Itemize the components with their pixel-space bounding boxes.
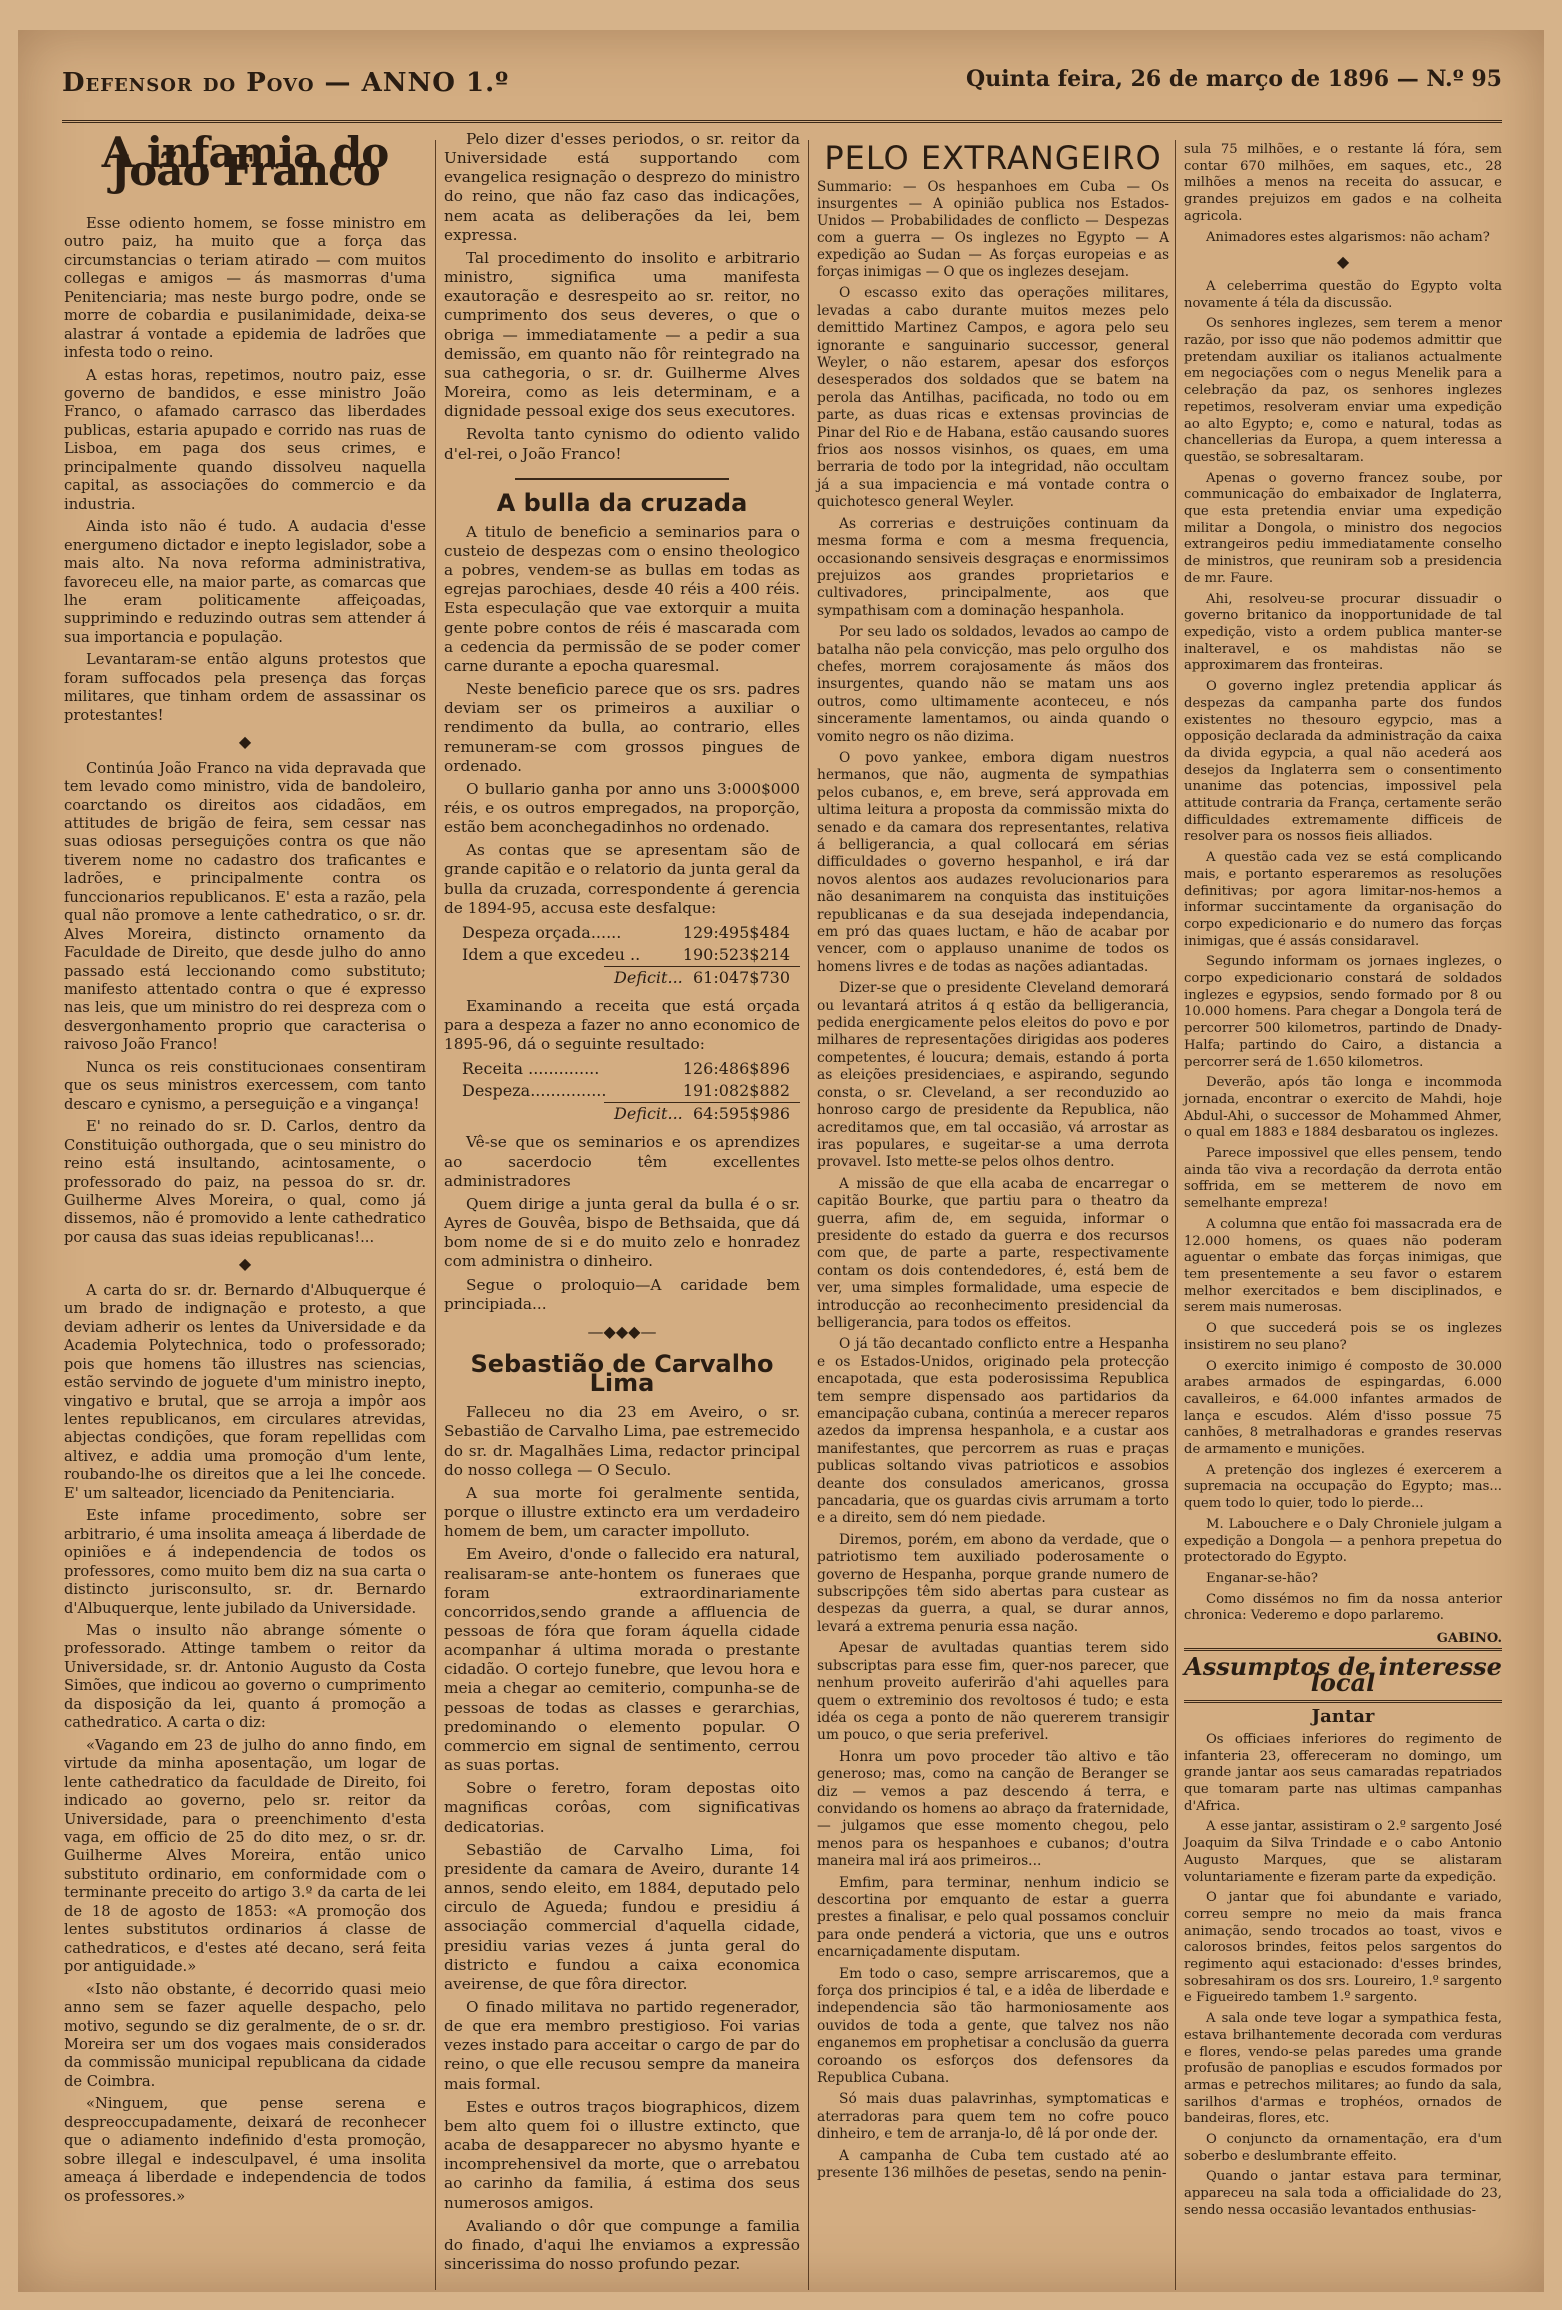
paragraph: Vê-se que os seminarios e os aprendizes ao sacerdocio têm excellentes administradores — [444, 1133, 800, 1190]
paragraph: Os senhores inglezes, sem terem a menor razão, por isso que não podemos admittir que pretendam auxiliar os italianos actualmente em negociações com o negus Menelik para a celebração da paz, os senhores inglezes repetimos, resolveram enviar uma expedição ao alto Egypto; e, como e natural, todas as chancellerias da Europa, a quem interessa a questão, se sobresaltaram. — [1184, 316, 1502, 465]
article-title: Jantar — [1311, 1706, 1375, 1728]
paragraph: Como dissémos no fim da nossa anterior chronica: Vederemo e dopo parlaremo. — [1184, 1591, 1502, 1624]
paragraph: A sala onde teve logar a sympathica festa, estava brilhantemente decorada com verduras e flores, vendo-se pelas paredes uma grande profusão de panoplias e escudos formados por armas e petrechos militares; ao fundo da sala, sarilhos d'armas e trophéos, ornados de bandeiras, flores, etc. — [1184, 2011, 1502, 2127]
paragraph: A missão de que ella acaba de encarregar o capitão Bourke, que partiu para o theatro da guerra, afim de, em seguida, informar o presidente do estado da guerra e dos recursos com que, de parte a parte, respectivamente contam os dois contendedores, é, está bem de ver, uma simples formalidade, uma especie de introducção ao reconhecimento presidencial da belligerancia, para todos os effeitos. — [817, 1175, 1169, 1331]
table-label: Receita .............. — [462, 1059, 600, 1079]
table-label: Idem a que excedeu .. — [462, 944, 641, 964]
paragraph: A estas horas, repetimos, noutro paiz, esse governo de bandidos, e esse ministro João Franco, o afamado carrasco das liberdades publicas, estaria apupado e corrido nas ruas de Lisboa, em paga dos seus crimes, e principalmente quando dissolveu naquella capital, as associações do commercio e da industria. — [64, 366, 426, 513]
table-value: 64:595$986 — [692, 1104, 790, 1124]
column-1 — [64, 130, 426, 2210]
paragraph: Emfim, para terminar, nenhum indicio se descortina por emquanto de estar a guerra prestes a finalisar, e pelo qual possamos concluir para onde penderá a victoria, que uns e outros encarniçadamente disputam. — [817, 1874, 1169, 1961]
table-value: 61:047$730 — [692, 967, 790, 987]
diamond-ornament-icon: ◆ — [238, 1254, 252, 1274]
paragraph: O finado militava no partido regenerador, de que era membro prestigioso. Foi varias vezes instado para acceitar o cargo de par do reino, o que elle recusou sempre da maneira mais formal. — [444, 1997, 800, 2093]
paragraph: O bullario ganha por anno uns 3:000$000 réis, e os outros empregados, na proporção, estão bem aconchegadinhos no ordenado. — [444, 779, 800, 837]
paragraph: A esse jantar, assistiram o 2.º sargento José Joaquim da Silva Trindade e o cabo Antonio Augusto Marques, que se alistaram voluntariamente e fizeram parte da expedição. — [1184, 1819, 1502, 1885]
table-label: Deficit... — [614, 967, 683, 987]
paragraph: Estes e outros traços biographicos, dizem bem alto quem foi o illustre extincto, que acaba de desapparecer no abysmo hyante e incomprehensivel da morte, que o arrebatou ao carinho da familia, á estima dos seus numerosos amigos. — [444, 2097, 800, 2212]
paragraph: O jantar que foi abundante e variado, correu sempre no meio da mais franca animação, sendo trocados ao toast, vivos e calorosos brindes, feitos pelos sargentos do regimento aqui estacionado: d'esses brindes, sobresahiram os dos srs. Loureiro, 1.º sargento e Figueiredo tambem 1.º sargento. — [1184, 1890, 1502, 2006]
paragraph: Sobre o feretro, foram depostas oito magnificas corôas, com significativas dedicatorias. — [444, 1779, 800, 1836]
paragraph: A questão cada vez se está complicando mais, e portanto esperaremos as resoluções definitivas; por agora limitar-nos-hemos a informar succintamente da organisação do corpo expedicionario e do numero das forças inimigas, que é assás considaravel. — [1184, 850, 1502, 949]
quote-paragraph: «Ninguem, que pense serena e despreoccupadamente, deixará de reconhecer que o adiamento indefinido d'esta promoção, sobre illegal e indesculpavel, é uma insolita ameaça á liberdade e independencia de todos os professores.» — [64, 2095, 426, 2205]
paragraph: As contas que se apresentam são de grande capitão e o relatorio da junta geral da bulla da cruzada, correspondente á gerencia de 1894-95, accusa este desfalque: — [444, 841, 800, 917]
paragraph: Neste beneficio parece que os srs. padres deviam ser os primeiros a auxiliar o rendimento da bulla, ao contrario, elles remuneram-se com grossos pingues de ordenado. — [444, 680, 800, 775]
table-label: Despeza orçada...... — [462, 922, 622, 942]
section-title: Assumptos de interesse local — [1184, 1651, 1502, 1698]
paragraph: Em Aveiro, d'onde o fallecido era natural, realisaram-se ante-hontem os funeraes que foram extraordinariamente concorridos,sendo grande a affluencia de pessoas de fóra que foram áquella cidade acompanhar á ultima morada o prestante cidadão. O cortejo funebre, que levou hora e meia a chegar ao cemiterio, compunha-se de pessoas de todas as classes e gerarchias, predominando o elemento popular. O commercio em signal de sentimento, cerrou as suas portas. — [444, 1545, 800, 1775]
masthead-title: Defensor do Povo — ANNO 1.º — [62, 68, 510, 98]
paragraph: Falleceu no dia 23 em Aveiro, o sr. Sebastião de Carvalho Lima, pae estremecido do sr. dr. Magalhães Lima, redactor principal do nosso collega — O Seculo. — [444, 1403, 800, 1479]
paragraph: A columna que então foi massacrada era de 12.000 homens, os quaes não poderam aguentar o embate das forças inimigas, que tem presentemente a seu favor o estarem melhor exercitados e bem disciplinados, e serem mais numerosas. — [1184, 1216, 1502, 1316]
paragraph: O já tão decantado conflicto entre a Hespanha e os Estados-Unidos, originado pela protecção encapotada, que esta poderosissima Republica tem sempre dispensado aos partidarios da emancipação cubana, continúa a merecer reparos azedos da imprensa hespanhola, e a custar aos manifestantes, que percorrem as ruas e praças publicas soltando vivas patrioticos e assobios deante dos consulados americanos, grossa pancadaria, que os guardas civis arrumam a torto e a direito, sem dó nem piedade. — [817, 1336, 1169, 1527]
paragraph: Ahi, resolveu-se procurar dissuadir o governo britanico da inopportunidade de tal expedição, visto a ordem publica manter-se inalteravel, e os mahdistas não se approximarem das fronteiras. — [1184, 591, 1502, 674]
summary: Summario: — Os hespanhoes em Cuba — Os insurgentes — A opinião publica nos Estados-Unidos — Probabilidades de conflicto — Despezas com a guerra — Os inglezes no Egypto — A expedição ao Sudan — As forças europeias e as forças inimigas — O que os inglezes desejam. — [817, 179, 1169, 281]
article-title: A infamia do João Franco — [101, 128, 389, 196]
paragraph: O exercito inimigo é composto de 30.000 arabes armados de espingardas, 6.000 cavalleiros, e 64.000 infantes armados de lança e escudos. Além d'isso possue 75 canhões, 8 metralhadoras e grandes reservas de armamento e munições. — [1184, 1358, 1502, 1458]
paragraph: A pretenção dos inglezes é exercerem a supremacia na occupação do Egypto; mas... quem todo lo quier, todo lo pierde... — [1184, 1462, 1502, 1512]
accounts-table — [444, 1058, 800, 1125]
paragraph: Levantaram-se então alguns protestos que foram suffocados pela presença das forças militares, que tinham ordem de assassinar os protestantes! — [64, 651, 426, 724]
table-value: 190:523$214 — [682, 944, 790, 964]
accounts-table — [444, 922, 800, 989]
paragraph: Avaliando o dôr que compunge a familia do finado, d'aqui lhe enviamos a expressão sincerissima do nosso profundo pezar. — [444, 2216, 800, 2273]
paragraph: Esse odiento homem, se fosse ministro em outro paiz, ha muito que a força das circumstancias o teriam atirado — com muitos collegas e amigos — ás masmorras d'uma Penitenciaria; mas neste burgo podre, onde se morre de cobardia e pusilanimidade, deixa-se alastrar á vontade a epidemia de ladrões que infesta todo o reino. — [64, 214, 426, 362]
paragraph: Continúa João Franco na vida depravada que tem levado como ministro, vida de bandoleiro, coarctando os direitos aos cidadãos, em attitudes de brigão de feira, sem cessar nas suas odiosas perseguições contra os que não tiverem nome no cadastro dos traficantes e ladrões, e principalmente contra os funccionarios republicanos. E' esta a razão, pela qual não promove a lente cathedratico, o sr. dr. Alves Moreira, distincto ornamento da Faculdade de Direito, que desde julho do anno passado está leccionando como substituto; manifesto attentado contra o que é expresso nas leis, que um ministro do rei despreza com o desvergonhamento proprio que caracterisa o raivoso João Franco! — [64, 759, 426, 1054]
table-label: Despeza............... — [462, 1081, 607, 1101]
paragraph: Tal procedimento do insolito e arbitrario ministro, significa uma manifesta exautoração e desrespeito ao sr. reitor, no cumprimento dos seus deveres, o que o obriga — immediatamente — a pedir a sua demissão, em quanto não fôr reintegrado na sua cathegoria, o sr. dr. Guilherme Alves Moreira, como as leis determinam, e a dignidade pessoal exige dos seus executores. — [444, 248, 800, 421]
paragraph: Mas o insulto não abrange sómente o professorado. Attinge tambem o reitor da Universidade, sr. dr. Antonio Augusto da Costa Simões, que indicou ao governo o cumprimento da disposição da lei, quanto á promoção a cathedratico. A carta o diz: — [64, 1621, 426, 1732]
column-3 — [817, 130, 1169, 2186]
quote-paragraph: «Vagando em 23 de julho do anno findo, em virtude da minha aposentação, um logar de lente cathedratico da faculdade de Direito, foi indicado ao governo, pelo sr. reitor da Universidade, para o preenchimento d'esta vaga, em officio de 25 do dito mez, o sr. dr. Guilherme Alves Moreira, então unico substituto ordinario, em conformidade com o terminante preceito do artigo 3.º da carta de lei de 18 de agosto de 1853: «A promoção dos lentes substitutos ordinarios á classe de cathedraticos, e d'estes até decano, será feita por antiguidade.» — [64, 1736, 426, 1976]
paragraph: As correrias e destruições continuam da mesma forma e com a mesma frequencia, occasionando sensiveis desgraças e enormissimos prejuizos aos grandes proprietarios e cultivadores, principalmente, aos que sympathisam com a dominação hespanhola. — [817, 515, 1169, 619]
paragraph: Revolta tanto cynismo do odiento valido d'el-rei, o João Franco! — [444, 425, 800, 463]
paragraph: Por seu lado os soldados, levados ao campo de batalha não pela convicção, mas pelo orgulho dos chefes, morrem corajosamente ás mãos dos insurgentes, quando não se matam uns aos outros, como ultimamente aconteceu, e nós sinceramente lamentamos, ou ainda quando o vomito negro os não dizima. — [817, 624, 1169, 745]
table-label: Deficit... — [614, 1104, 683, 1124]
paragraph: Segue o proloquio—A caridade bem principiada... — [444, 1275, 800, 1313]
table-row — [444, 944, 800, 966]
masthead-date: Quinta feira, 26 de março de 1896 — N.º 95 — [966, 66, 1502, 92]
paragraph: Deverão, após tão longa e incommoda jornada, encontrar o exercito de Mahdi, hoje Abdul-Ahi, o successor de Mohammed Ahmer, o qual em 1883 e 1884 desbaratou os inglezes. — [1184, 1075, 1502, 1141]
paragraph: E' no reinado do sr. D. Carlos, dentro da Constituição outhorgada, que o seu ministro do reino está insultando, acintosamente, o professorado do paiz, na pessoa do sr. dr. Guilherme Alves Moreira, o qual, como já dissemos, não é promovido a lente cathedratico por causa das suas ideias republicanas!... — [64, 1118, 426, 1246]
paragraph: O que succederá pois se os inglezes insistirem no seu plano? — [1184, 1321, 1502, 1353]
column-rule — [1175, 140, 1176, 2290]
section-title: PELO EXTRANGEIRO — [824, 139, 1162, 177]
paragraph: Quem dirige a junta geral da bulla é o sr. Ayres de Gouvêa, bispo de Bethsaida, que dá bom nome de si e do muito zelo e honradez com administra o dinheiro. — [444, 1194, 800, 1271]
paragraph: A sua morte foi geralmente sentida, porque o illustre extincto era um verdadeiro homem de bem, um caracter impolluto. — [444, 1483, 800, 1541]
paragraph: O conjuncto da ornamentação, era d'um soberbo e deslumbrante effeito. — [1184, 2132, 1502, 2164]
table-row — [444, 1058, 800, 1080]
table-value: 129:495$484 — [682, 922, 790, 942]
table-row — [444, 1080, 800, 1102]
paragraph: Sebastião de Carvalho Lima, foi presidente da camara de Aveiro, durante 14 annos, sendo eleito, em 1884, deputado pelo circulo de Agueda; fundou e presidiu á associação commercial d'aquella cidade, presidiu varias vezes á junta geral do districto e fundou a caixa economica aveirense, de que fôra director. — [444, 1840, 800, 1993]
author-signature: GABINO. — [1436, 1631, 1502, 1647]
diamond-ornament-icon: ◆ — [238, 732, 252, 752]
table-total-row — [604, 1102, 800, 1125]
paragraph: Parece impossivel que elles pensem, tendo ainda tão viva a recordação da derrota então soffrida, em se metterem de novo em semelhante empreza! — [1184, 1146, 1502, 1212]
paragraph: M. Labouchere e o Daly Chroniele julgam a expedição a Dongola — a penhora prepetua do protectorado do Egypto. — [1184, 1516, 1502, 1566]
table-value: 191:082$882 — [682, 1081, 790, 1101]
paragraph: sula 75 milhões, e o restante lá fóra, sem contar 670 milhões, em saques, etc., 28 milhões a menos na receita do assucar, e grandes prejuizos em gados e na colheita agricola. — [1184, 142, 1502, 224]
article-title: Sebastião de Carvalho Lima — [470, 1349, 774, 1398]
paragraph: Nunca os reis constitucionaes consentiram que os seus ministros exercessem, com tanto descaro e cynismo, a perseguição e a vingança! — [64, 1058, 426, 1113]
paragraph: A campanha de Cuba tem custado até ao presente 136 milhões de pesetas, sendo na penin- — [817, 2147, 1169, 2182]
column-rule — [435, 140, 436, 2290]
column-2 — [444, 130, 800, 2278]
paragraph: Animadores estes algarismos: não acham? — [1206, 229, 1490, 245]
column-rule — [808, 140, 809, 2290]
paragraph: Quando o jantar estava para terminar, appareceu na sala toda a officialidade do 23, sendo nessa occasião levantados enthusias- — [1184, 2169, 1502, 2218]
paragraph: Os officiaes inferiores do regimento de infanteria 23, offereceram no domingo, um grande jantar aos seus camaradas repatriados que tomaram parte nas ultimas campanhas d'Africa. — [1184, 1731, 1502, 1814]
local-section-header — [1184, 1648, 1502, 1703]
quote-paragraph: «Isto não obstante, é decorrido quasi meio anno sem se fazer aquelle despacho, pelo motivo, segundo se diz geralmente, de o sr. dr. Moreira ser um dos vogaes mais considerados da commissão municipal republicana da cidade de Coimbra. — [64, 1980, 426, 2090]
paragraph: O povo yankee, embora digam nuestros hermanos, que não, augmenta de sympathias pelos cubanos, e, em breve, será approvada em ultima leitura a proposta da commissão mixta do senado e da camara dos representantes, relativa á belligerancia, a qual collocará em sérias difficuldades o governo hespanhol, e irá dar novos alentos aos audazes revolucionarios para não desanimarem na conquista das instituições republicanas e da sua desejada independancia, em pró das quaes luctam, e hão de acabar por vencer, com o applauso unanime de todos os homens livres e de todas as nações adiantadas. — [817, 749, 1169, 975]
paragraph: Ainda isto não é tudo. A audacia d'esse energumeno dictador e inepto legislador, sobe a mais alto. Na nova reforma administrativa, favoreceu elle, na maior parte, as comarcas que lhe eram politicamente affeiçoadas, supprimindo e reduzindo outras sem attender á sua importancia e população. — [64, 518, 426, 646]
paragraph: Em todo o caso, sempre arriscaremos, que a força dos principios é tal, e a idêa de liberdade e independencia são tão harmoniosamente aos ouvidos de toda a gente, que talvez nos não enganemos em prophetisar a conclusão da guerra coroando os esforços dos defensores da Republica Cubana. — [817, 1965, 1169, 2087]
paragraph: O governo inglez pretendia applicar ás despezas da campanha parte dos fundos existentes no thesouro egypcio, mas a opposição declarada da administração da caixa da divida egypcia, a qual não acederá aos desejos da Inglaterra sem o consentimento unanime das potencias, impossivel pela attitude contraria da França, certamente serão difficuldades extremamente difficeis de resolver para os nossos fieis alliados. — [1184, 679, 1502, 845]
article-title: A bulla da cruzada — [496, 488, 748, 517]
table-value: 126:486$896 — [682, 1059, 790, 1079]
paragraph: Apesar de avultadas quantias terem sido subscriptas para esse fim, quer-nos parecer, que nenhum proveito auferirão d'ahi aquelles para quem o extreminio dos revoltosos é tudo; e esta idéa os cega a ponto de não quererem transigir um pouco, o que seria preferivel. — [817, 1640, 1169, 1744]
paragraph: Enganar-se-hão? — [1206, 1570, 1318, 1586]
paragraph: Diremos, porém, em abono da verdade, que o patriotismo tem auxiliado poderosamente o governo de Hespanha, porque grande numero de subscripções têm sido abertas para custear as despezas da guerra, a qual, se durar annos, levará a extrema penuria essa nação. — [817, 1531, 1169, 1635]
paragraph: Só mais duas palavrinhas, symptomaticas e aterradoras para quem tem no cofre pouco dinheiro, e tem de arranja-lo, dê lá por onde der. — [817, 2091, 1169, 2143]
paragraph: Dizer-se que o presidente Cleveland demorará ou levantará atritos á q estão da belligerancia, pedida energicamente pelos eleitos do povo e por milhares de representações dirigidas aos poderes competentes, é loucura; demais, estando á porta as eleições presidenciaes, e aspirando, segundo consta, o sr. Cleveland, a ser reconduzido ao honroso cargo de presidente da Republica, não acreditamos que, em tal occasião, vá arrostar as iras populares, e sugeitar-se a uma derrota provavel. Isto mette-se pelos olhos dentro. — [817, 980, 1169, 1171]
paragraph: A titulo de beneficio a seminarios para o custeio de despezas com o ensino theologico a pobres, vendem-se as bullas em todas as egrejas parochiaes, desde 40 réis a 400 réis. Esta especulação que vae extorquir a muita gente pobre contos de réis é mascarada com a cedencia da permissão de se poder comer carne durante a epocha quaresmal. — [444, 522, 800, 675]
paragraph: Honra um povo proceder tão altivo e tão generoso; mas, como na canção de Beranger se diz — vemos a paz descendo á terra, e convidando os homens ao abraço da fraternidade, — julgamos que esse momento chegou, pelo menos para os hespanhoes e cubanos; d'outra maneira mal irá aos primeiros... — [817, 1748, 1169, 1870]
section-divider — [515, 478, 729, 480]
paragraph: A carta do sr. dr. Bernardo d'Albuquerque é um brado de indignação e protesto, a que deviam adherir os lentes da Universidade e da Academia Polytechnica, todo o professorado; pois que homens tão illustres nas sciencias, estão servindo de joguete d'um ministro inepto, vingativo e brutal, que se arroja a impôr aos lentes republicanos, em circulares atrevidas, abjectas condições, que foram repellidas com altivez, e addia uma promoção d'um lente, roubando-lhe os direitos que a lei lhe concede. E' um salteador, licenciado da Penitenciaria. — [64, 1281, 426, 1502]
column-4 — [1184, 142, 1502, 2224]
paragraph: O escasso exito das operações militares, levadas a cabo durante muitos mezes pelo demittido Martinez Campos, e agora pelo seu ignorante e sanguinario successor, general Weyler, o não estarem, apesar dos esforços desesperados dos soldados que se batem na perola das Antilhas, pacificada, no todo ou em parte, as duas ricas e extensas provincias de Pinar del Rio e de Habana, estão causando suores frios aos nossos visinhos, os quaes, em uma berraria de todo por la integridad, não occultam já a sua impaciencia e má vontade contra o quichotesco general Weyler. — [817, 285, 1169, 511]
paragraph: A celeberrima questão do Egypto volta novamente á téla da discussão. — [1184, 278, 1502, 311]
paragraph: Este infame procedimento, sobre ser arbitrario, é uma insolita ameaça á liberdade de opiniões e á independencia de todos os professores, como muito bem diz na sua carta o distincto jurisconsulto, sr. dr. Bernardo d'Albuquerque, lente jubilado da Universidade. — [64, 1507, 426, 1617]
paragraph: Pelo dizer d'esses periodos, o sr. reitor da Universidade está supportando com evangelica resignação o desprezo do ministro do reino, que não faz caso das indicações, nem acata as deliberações da lei, bem expressa. — [444, 130, 800, 244]
table-row — [444, 922, 800, 944]
paragraph: Segundo informam os jornaes inglezes, o corpo expedicionario constará de soldados inglezes e egypsios, sendo formado por 8 ou 10.000 homens. Para chegar a Dongola terá de percorrer 500 kilometros, partindo de Dnady-Halfa; partindo do Cairo, a distancia a percorrer será de 1.650 kilometros. — [1184, 954, 1502, 1070]
paragraph: Apenas o governo francez soube, por communicação do embaixador de Inglaterra, que esta pretendia enviar uma expedição militar a Dongola, o ministro dos negocios extrangeiros pediu immediatamente conselho de ministros, que reuniram sob a presidencia de mr. Faure. — [1184, 470, 1502, 586]
table-total-row — [604, 966, 800, 989]
paragraph: Examinando a receita que está orçada para a despeza a fazer no anno economico de 1895-96, dá o seguinte resultado: — [444, 996, 800, 1054]
diamond-ornament-icon: ◆ — [1336, 252, 1350, 272]
ornament-divider-icon: —◆◆◆— — [587, 1321, 657, 1341]
